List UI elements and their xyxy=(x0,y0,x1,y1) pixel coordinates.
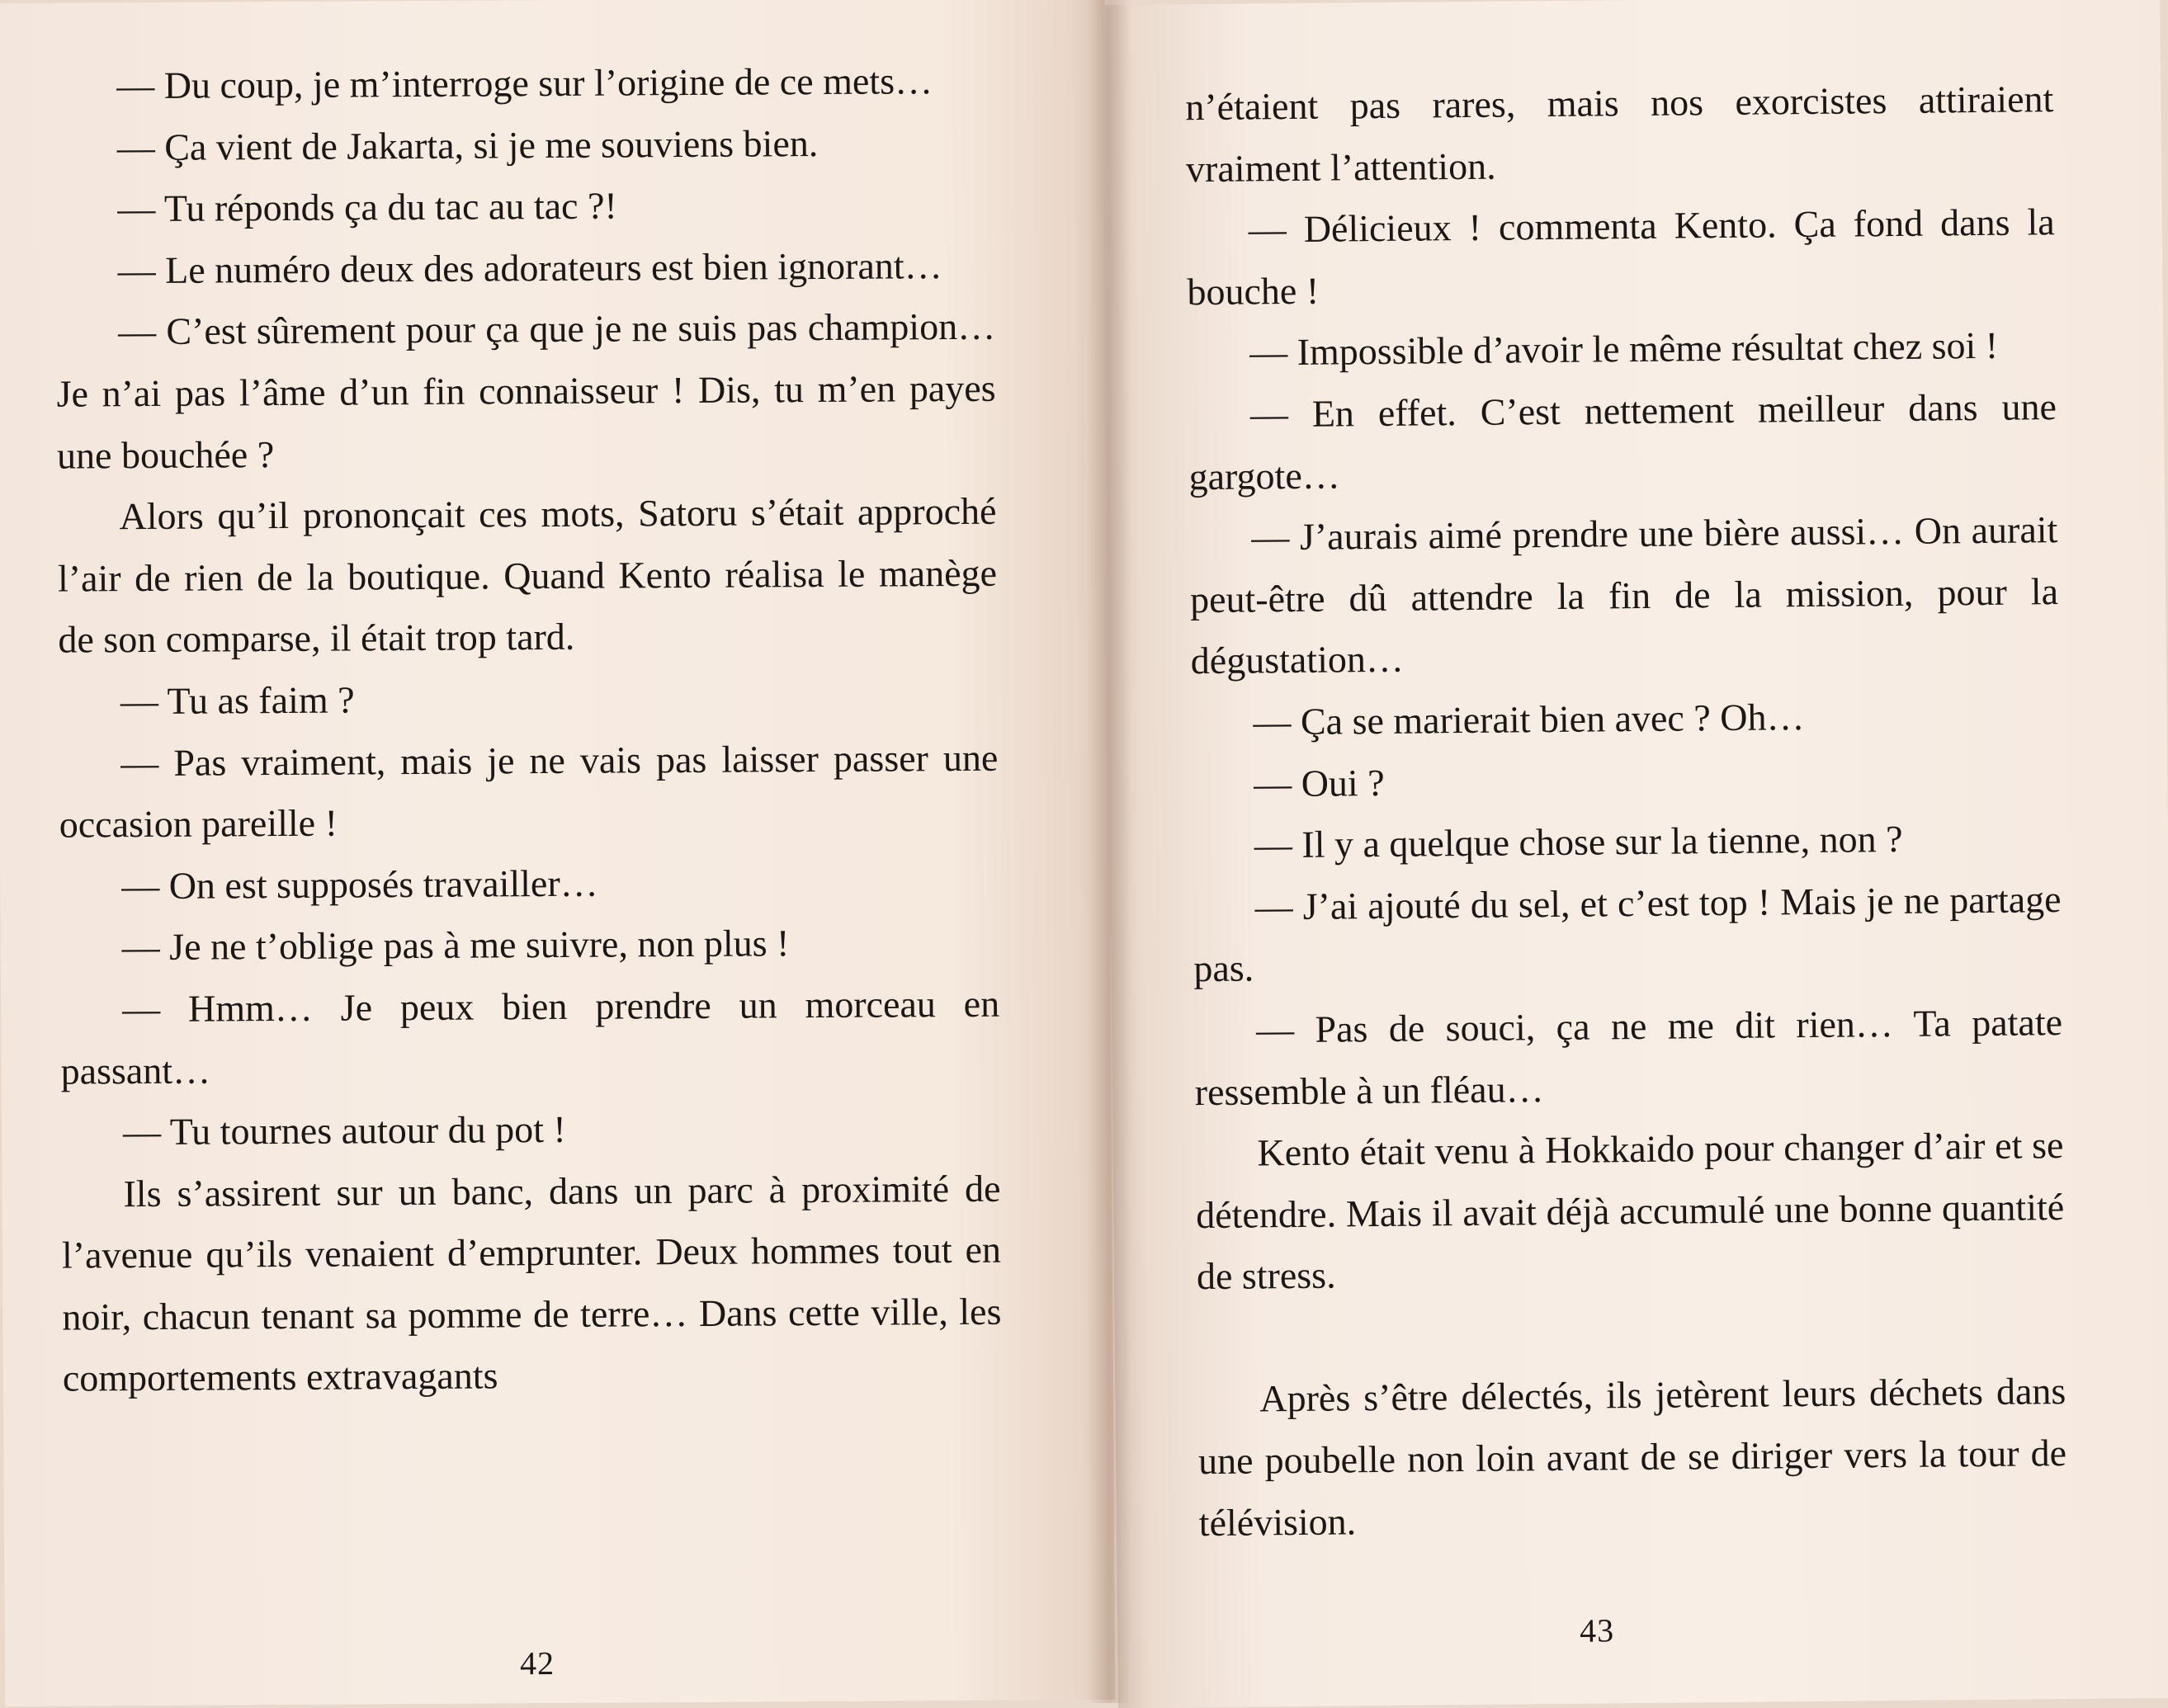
right-paragraph-8: — J’ai ajouté du sel, et c’est top ! Mais je ne partage pas. xyxy=(1193,877,2062,990)
right-page xyxy=(1102,0,2168,1708)
right-paragraph-10: Kento était venu à Hokkaido pour changer d’air et se détendre. Mais il avait déjà accumulé une bonne quantité de stress. xyxy=(1195,1124,2065,1298)
right-paragraph-6: — Oui ? xyxy=(1253,761,1385,805)
left-paragraph-4: — Le numéro deux des adorateurs est bien ignorant… xyxy=(117,243,942,292)
page-number-right: 43 xyxy=(1579,1611,1615,1649)
left-paragraph-2: — Ça vient de Jakarta, si je me souviens bien. xyxy=(116,121,819,168)
left-paragraph-13: Ils s’assirent sur un banc, dans un parc à proximité de l’avenue qu’ils venaient d’emprunter. Deux hommes tout en noir, chacun tenant sa pomme de terre… Dans cette ville, les comportements extravagants xyxy=(61,1167,1002,1400)
left-paragraph-12: — Tu tournes autour du pot ! xyxy=(122,1108,566,1154)
left-paragraph-3: — Tu réponds ça du tac au tac ?! xyxy=(117,184,617,230)
right-paragraph-5: — Ça se marierait bien avec ? Oh… xyxy=(1253,696,1805,743)
left-paragraph-9: — On est supposés travailler… xyxy=(121,861,598,907)
left-page-text xyxy=(54,50,1002,1410)
left-paragraph-11: — Hmm… Je peux bien prendre un morceau en passant… xyxy=(60,982,1000,1092)
left-paragraph-8: — Pas vraiment, mais je ne vais pas laisser passer une occasion pareille ! xyxy=(59,736,999,846)
right-paragraph-1: — Délicieux ! commenta Kento. Ça fond dans la bouche ! xyxy=(1187,201,2055,314)
section-break xyxy=(1197,1300,2066,1370)
right-paragraph-4: — J’aurais aimé prendre une bière aussi… On aurait peut-être dû attendre la fin de la mission, pour la dégustation… xyxy=(1189,508,2059,682)
left-paragraph-1: — Du coup, je m’interroge sur l’origine de ce mets… xyxy=(116,59,933,107)
left-paragraph-5: — C’est sûrement pour ça que je ne suis pas champion… Je n’ai pas l’âme d’un fin connaisseur ! Dis, tu m’en payes une bouchée ? xyxy=(56,305,996,477)
right-paragraph-continued: n’étaient pas rares, mais nos exorcistes attiraient vraiment l’attention. xyxy=(1185,78,2054,190)
left-paragraph-10: — Je ne t’oblige pas à me suivre, non plus ! xyxy=(121,922,790,969)
right-paragraph-7: — Il y a quelque chose sur la tienne, non ? xyxy=(1254,818,1903,866)
right-paragraph-after-break: Après s’être délectés, ils jetèrent leurs déchets dans une poubelle non loin avant de se diriger vers la tour de télévision. xyxy=(1197,1370,2067,1544)
right-paragraph-3: — En effet. C’est nettement meilleur dans une gargote… xyxy=(1188,385,2057,498)
left-paragraph-6: Alors qu’il prononçait ces mots, Satoru s’était approché l’air de rien de la boutique. Quand Kento réalisa le manège de son comparse, il était trop tard. xyxy=(57,489,998,662)
left-paragraph-7: — Tu as faim ? xyxy=(120,678,355,723)
right-paragraph-9: — Pas de souci, ça ne me dit rien… Ta patate ressemble à un fléau… xyxy=(1194,1000,2063,1113)
page-number-left: 42 xyxy=(519,1644,555,1682)
right-page-text xyxy=(1185,68,2067,1554)
right-paragraph-2: — Impossible d’avoir le même résultat chez soi ! xyxy=(1249,324,1999,374)
